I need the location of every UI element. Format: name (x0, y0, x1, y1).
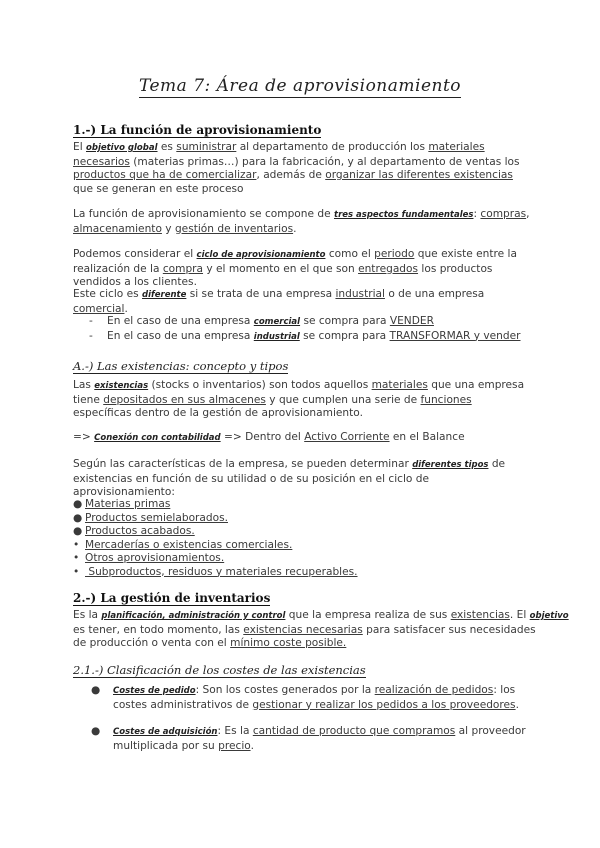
highlight-diferente: diferente (142, 290, 187, 300)
section-1-paragraph-1: El objetivo global es suministrar al departamento de producción los materiales necesarios (materias primas…) para la fabricación, y al departamento de ventas los productos que ha de comercializar, además de organizar las diferentes existencias que se generan en este proceso (73, 141, 520, 195)
list-item: - En el caso de una empresa industrial se compra para TRANSFORMAR y vender (89, 329, 521, 342)
list-item: ● Productos semielaborados. (73, 511, 228, 524)
section-1-heading (73, 124, 525, 138)
list-item: • Subproductos, residuos y materiales recuperables. (73, 565, 358, 578)
section-1-heading-text: 1.-) La función de aprovisionamiento (73, 123, 322, 137)
list-item: - En el caso de una empresa comercial se compra para VENDER (89, 315, 434, 327)
cost-item: ● Costes de adquisición: Es la cantidad de producto que compramos al proveedor multiplicada por su precio. (91, 725, 526, 752)
list-item: ● Productos acabados. (73, 525, 195, 537)
existencias-types-list (73, 498, 525, 579)
section-1-list (73, 315, 525, 344)
cost-item: ● Costes de pedido: Son los costes generados por la realización de pedidos: los costes administrativos de gestionar y realizar los pedidos a los proveedores. (91, 684, 519, 711)
list-item: • Mercaderías o existencias comerciales. (73, 538, 293, 551)
section-1-paragraph-3: Podemos considerar el ciclo de aprovisionamiento como el periodo que existe entre la realización de la compra y el momento en el que son entregados los productos vendidos a los clientes. (73, 248, 517, 288)
section-1-paragraph-4: Este ciclo es diferente si se trata de una empresa industrial o de una empresa comercial. (73, 288, 485, 315)
section-a-heading-text: A.-) Las existencias: concepto y tipos (73, 359, 289, 373)
section-2-1-heading-text: 2.1.-) Clasificación de los costes de las existencias (73, 663, 366, 677)
highlight-ciclo: ciclo de aprovisionamiento (196, 250, 326, 260)
list-item: ● Materias primas (73, 498, 171, 510)
page-title (0, 76, 600, 96)
list-item: • Otros aprovisionamientos. (73, 552, 225, 564)
section-2-paragraph-1: Es la planificación, administración y control que la empresa realiza de sus existencias. El objetivo es tener, en todo momento, las existencias necesarias para satisfacer sus necesidades de producción o venta con el mínimo coste posible. (73, 609, 569, 649)
section-a-paragraph-3: Según las características de la empresa, se pueden determinar diferentes tipos de existencias en función de su utilidad o de su posición en el ciclo de aprovisionamiento: (73, 458, 506, 498)
section-1-paragraph-2: La función de aprovisionamiento se compone de tres aspectos fundamentales: compras, almacenamiento y gestión de inventarios. (73, 208, 530, 235)
section-a-heading (73, 360, 525, 374)
page-title-text: Tema 7: Área de aprovisionamiento (138, 76, 462, 96)
highlight-tres-aspectos: tres aspectos fundamentales (334, 210, 474, 220)
highlight-objetivo-global: objetivo global (86, 143, 158, 153)
section-a-paragraph-1: Las existencias (stocks o inventarios) son todos aquellos materiales que una empresa tiene depositados en sus almacenes y que cumplen una serie de funciones específicas dentro de la gestión de aprovisionamiento. (73, 379, 525, 419)
section-2-1-heading (73, 664, 525, 678)
section-2-heading (73, 592, 525, 606)
section-a-paragraph-2: => Conexión con contabilidad => Dentro del Activo Corriente en el Balance (73, 431, 465, 443)
section-2-heading-text: 2.-) La gestión de inventarios (73, 591, 271, 605)
